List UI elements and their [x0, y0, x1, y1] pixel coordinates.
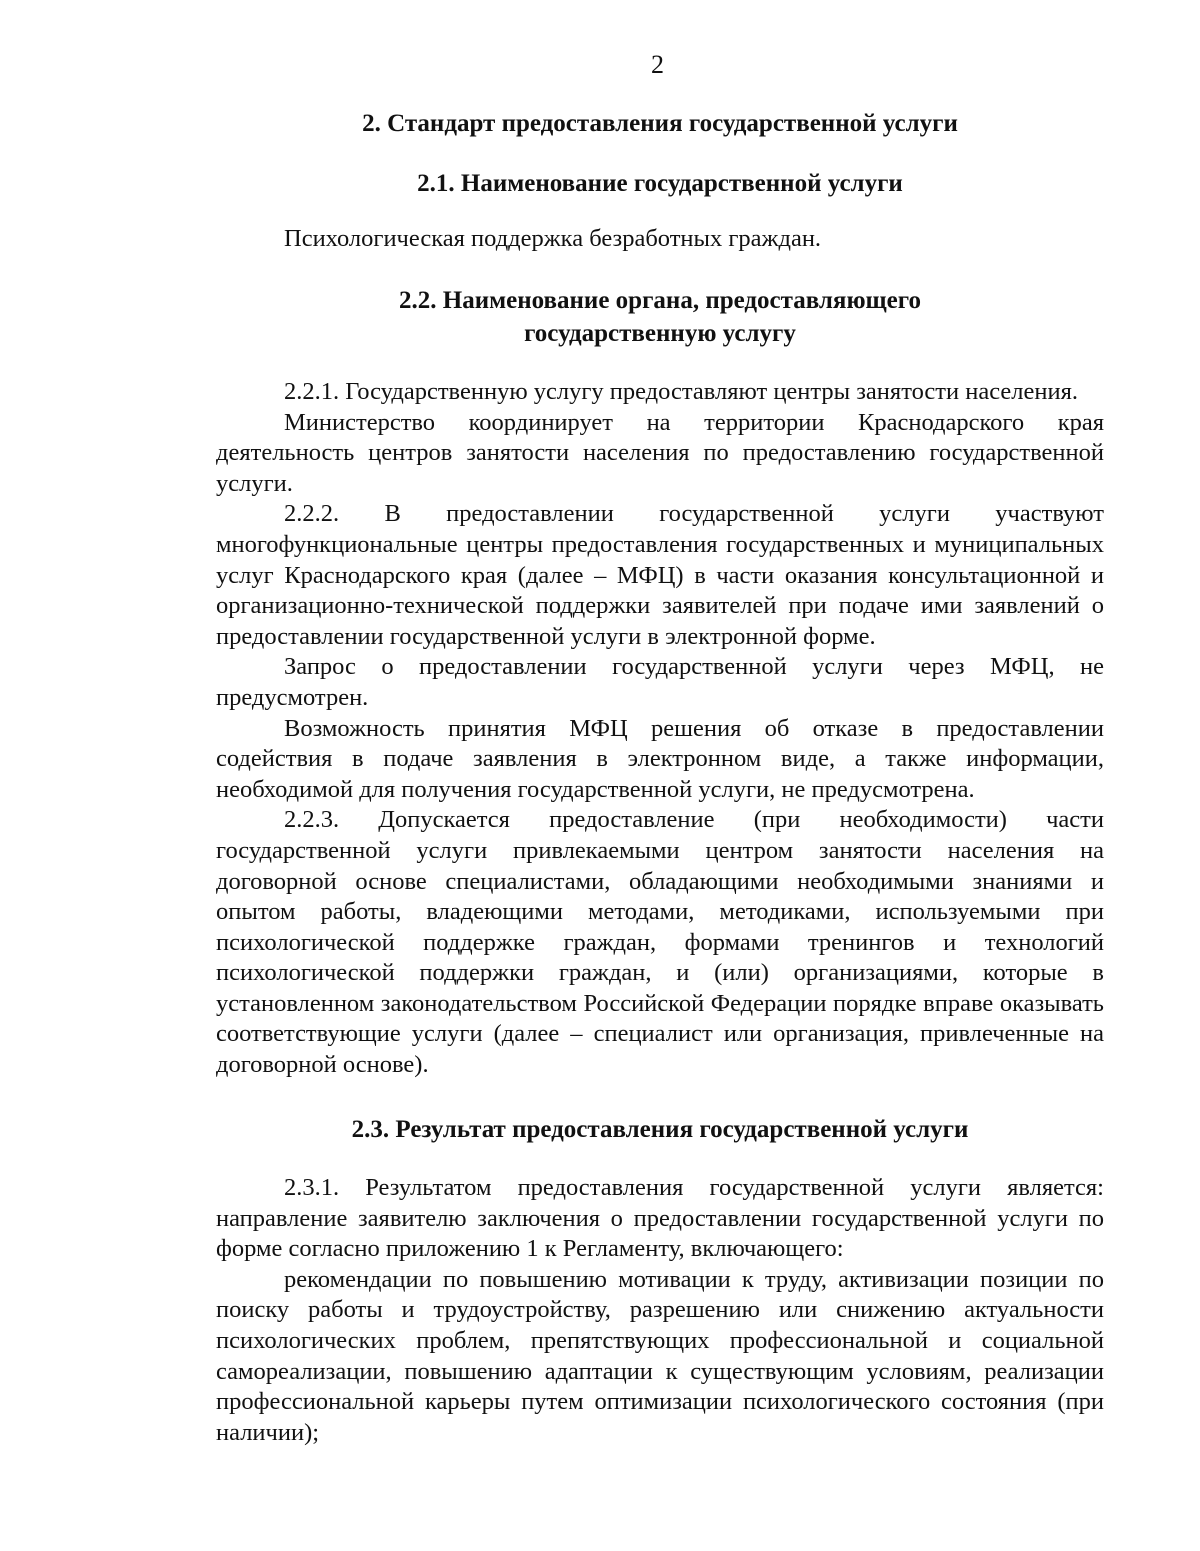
subsection-2-3-title: 2.3. Результат предоставления государственной услуги	[351, 1116, 969, 1143]
section-title: 2. Стандарт предоставления государственной услуги	[362, 110, 958, 137]
page-number: 2	[651, 50, 664, 79]
paragraph-2-2-2: 2.2.2. В предоставлении государственной услуги участвуют многофункциональные центры предоставления государственных и муниципальных услуг Краснодарского края (далее – МФЦ) в части оказания консультационной и организационно-технической поддержки заявителей при подаче ими заявлений о предоставлении государственной услуги в электронной форме.	[216, 500, 1104, 650]
subsection-2-1-text: Психологическая поддержка безработных граждан.	[284, 225, 822, 252]
subsection-2-2-title-line1: 2.2. Наименование органа, предоставляющего	[399, 287, 921, 314]
paragraph-mfc-refusal: Возможность принятия МФЦ решения об отказе в предоставлении содействия в подаче заявления в электронном виде, а также информации, необходимой для получения государственной услуги, не предусмотрена.	[216, 714, 1104, 803]
paragraph-mfc-request: Запрос о предоставлении государственной услуги через МФЦ, не предусмотрен.	[216, 653, 1104, 711]
paragraph-2-2-1: 2.2.1. Государственную услугу предоставляют центры занятости населения.	[284, 378, 1079, 405]
subsection-2-1-title: 2.1. Наименование государственной услуги	[417, 170, 903, 197]
subsection-2-2-title-line2: государственную услугу	[524, 320, 796, 347]
paragraph-2-3-1: 2.3.1. Результатом предоставления государственной услуги является: направление заявителю заключения о предоставлении государственной услуги по форме согласно приложению 1 к Регламенту, включающего:	[216, 1174, 1104, 1263]
paragraph-ministry: Министерство координирует на территории Краснодарского края деятельность центров занятости населения по предоставлению государственной услуги.	[216, 408, 1104, 497]
paragraph-recommendations: рекомендации по повышению мотивации к труду, активизации позиции по поиску работы и трудоустройству, разрешению или снижению актуальности психологических проблем, препятствующих профессиональной и социальной самореализации, повышению адаптации к существующим условиям, реализации профессиональной карьеры путем оптимизации психологического состояния (при наличии);	[216, 1265, 1104, 1446]
subsection-2-2-body	[216, 377, 1104, 1081]
paragraph-2-2-3: 2.2.3. Допускается предоставление (при необходимости) части государственной услуги привлекаемыми центром занятости населения на договорной основе специалистами, обладающими необходимыми знаниями и опытом работы, владеющими методами, методиками, используемыми при психологической поддержке граждан, формами тренингов и технологий психологической поддержки граждан, и (или) организациями, которые в установленном законодательством Российской Федерации порядке вправе оказывать соответствующие услуги (далее – специалист или организация, привлеченные на договорной основе).	[216, 806, 1104, 1079]
subsection-2-3-body	[216, 1173, 1104, 1448]
